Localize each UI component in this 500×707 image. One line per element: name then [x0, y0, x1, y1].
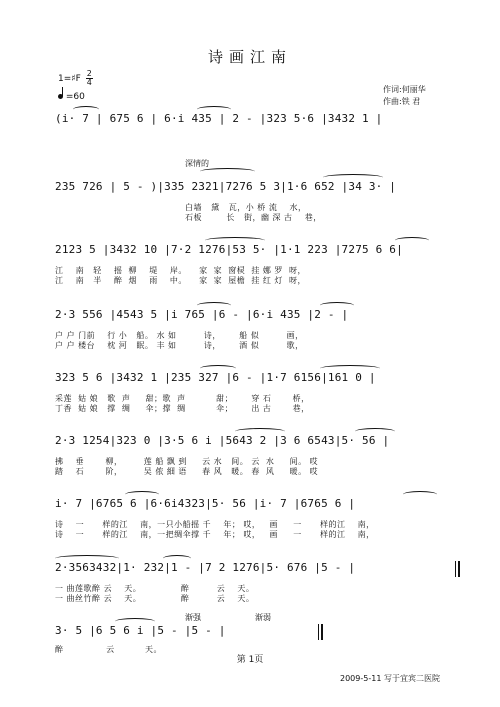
- music-system-8: [55, 561, 460, 603]
- slur-mark: [73, 106, 99, 113]
- music-system-5: [55, 371, 460, 413]
- slur-mark: [115, 618, 155, 625]
- notation-line: 2·3563432|1· 232|1 - |7 2 1276|5· 676 |5 - |: [55, 561, 356, 574]
- music-system-9: [55, 613, 460, 654]
- decrescendo-remark: 渐弱: [255, 613, 271, 622]
- lyric-line-2: 石板 长 街，幽 深 古 巷，: [185, 213, 322, 222]
- music-system-2: [55, 159, 460, 222]
- notation-line: 2·3 556 |4543 5 |i 765 |6 - |6·i 435 |2 - |: [55, 308, 349, 321]
- tempo-value: =60: [65, 92, 85, 102]
- lyric-line-2: 踏 石 阶， 吴 侬 細 语 春 风 暖。 春 风 暖。 哎: [55, 467, 319, 476]
- slur-mark: [395, 237, 429, 244]
- slur-mark: [200, 365, 236, 372]
- slur-mark: [197, 106, 231, 113]
- music-system-4: [55, 308, 460, 350]
- slur-mark: [205, 237, 265, 244]
- end-barline: [318, 624, 323, 640]
- lyric-line-1: 户 户 门前 行 小 船。 水 如 诗， 船 似 画，: [55, 331, 304, 340]
- slur-mark: [323, 174, 383, 181]
- footer-note: 2009-5-11 写于宜宾二医院: [340, 674, 440, 683]
- lyric-line-2: 一 曲丝竹醉 云 天。 醉 云 天。: [55, 594, 255, 603]
- tempo-marking: [58, 92, 85, 102]
- lyricist: 作词:何丽华: [383, 85, 426, 94]
- notation-line: 3· 5 |6 5 6 i |5 - |5 - |: [55, 624, 226, 637]
- end-barline: [455, 561, 460, 577]
- music-system-6: [55, 434, 460, 476]
- lyric-line-2: 江 南 半 醉 烟 雨 中。 家 家 屋檐 挂 红 灯 呀，: [55, 276, 307, 285]
- time-bottom: 4: [86, 78, 92, 87]
- lyric-line-1: 拂 垂 柳， 莲 船 飘 到 云 水 间。 云 水 间。 哎: [55, 457, 319, 466]
- slur-mark: [403, 491, 437, 498]
- slur-mark: [320, 365, 380, 372]
- expression-remark: 深情的: [185, 159, 209, 168]
- time-top: 2: [86, 69, 92, 78]
- slur-mark: [125, 491, 159, 498]
- key-text: 1=♯F: [58, 74, 81, 84]
- slur-mark: [320, 302, 354, 309]
- lyric-line-2: 丁香 姑 娘 撑 绸 伞；撑 绸 伞； 出 古 巷，: [55, 404, 310, 413]
- slur-mark: [355, 428, 395, 435]
- music-system-1: [55, 112, 460, 131]
- page-number: 第 1页: [236, 655, 264, 665]
- notation-line: 2·3 1254|323 0 |3·5 6 i |5643 2 |3 6 6543|5· 56 |: [55, 434, 390, 447]
- slur-mark: [200, 168, 255, 175]
- slur-mark: [163, 555, 191, 562]
- music-system-3: [55, 243, 460, 285]
- time-signature: [86, 70, 93, 87]
- key-signature: [58, 70, 93, 87]
- notation-line: 2123 5 |3432 10 |7·2 1276|53 5· |1·1 223 |7275 6 6|: [55, 243, 403, 256]
- page-title: 诗画江南: [207, 48, 292, 66]
- lyric-line-2: 诗 一 样的江 南，一把绸伞撑 千 年； 哎， 画 一 样的江 南，: [55, 530, 375, 539]
- composer: 作曲:铁 君: [383, 97, 421, 106]
- slur-mark: [235, 428, 285, 435]
- slur-mark: [197, 302, 231, 309]
- lyric-line-1: 白墙 黛 瓦，小 桥 流 水，: [185, 203, 307, 212]
- slur-mark: [55, 555, 119, 562]
- notation-line: 323 5 6 |3432 1 |235 327 |6 - |1·7 6156|161 0 |: [55, 371, 376, 384]
- lyric-line-1: 诗 一 样的江 南，一只小船摇 千 年； 哎， 画 一 样的江 南，: [55, 520, 375, 529]
- lyric-line-2: 户 户 楼台 枕 河 眠。 丰 如 诗， 酒 似 歌，: [55, 341, 304, 350]
- lyric-line-1: 醉 云 天。: [55, 645, 163, 654]
- lyric-line-1: 一 曲莲歌醉 云 天。 醉 云 天。: [55, 584, 255, 593]
- crescendo-remark: 渐强: [185, 613, 201, 622]
- credits: [383, 84, 426, 108]
- quarter-note-icon: [58, 94, 63, 99]
- lyric-line-1: 采莲 姑 娘 歌 声 甜；歌 声 甜； 穿 石 桥，: [55, 394, 310, 403]
- notation-line: 235 726 | 5 - )|335 2321|7276 5 3|1·6 652 |34 3· |: [55, 180, 397, 193]
- notation-line: i· 7 |6765 6 |6·6i4323|5· 56 |i· 7 |6765 6 |: [55, 497, 356, 510]
- notation-line: (i· 7 | 675 6 | 6·i 435 | 2 - |323 5·6 |3432 1 |: [55, 112, 383, 125]
- music-system-7: [55, 497, 460, 539]
- lyric-line-1: 江 南 轻 摇 柳 堤 岸。 家 家 窗棂 挂 娜 罗 呀，: [55, 266, 307, 275]
